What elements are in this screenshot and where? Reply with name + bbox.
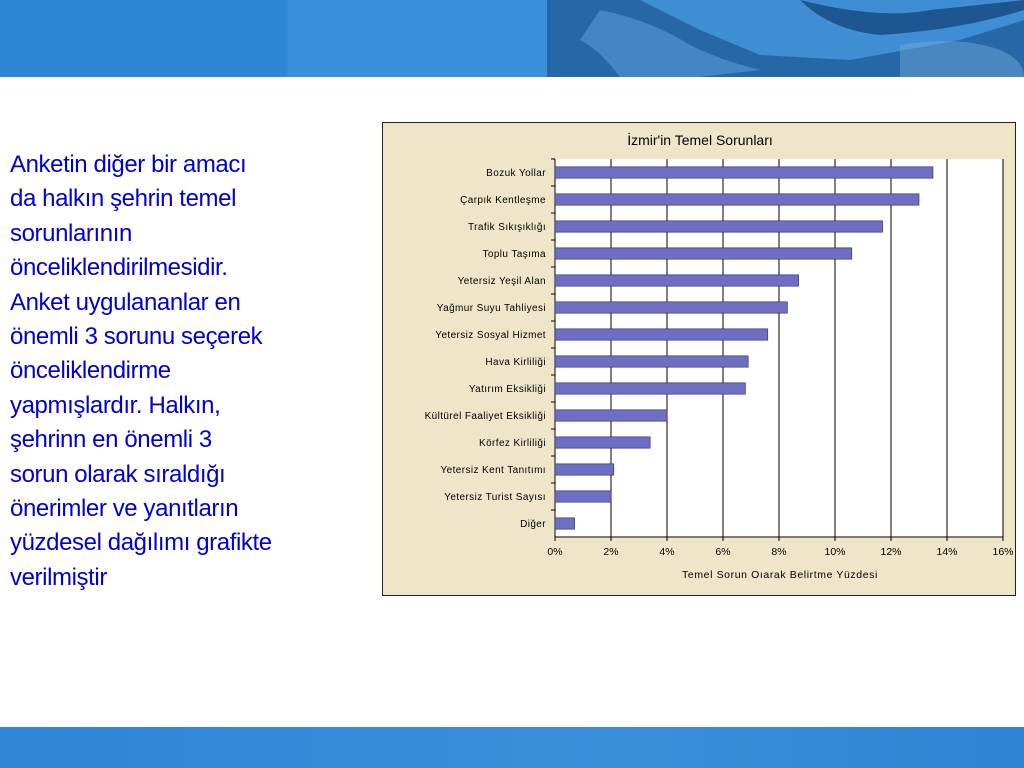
category-label: Yatırım Eksikliği	[468, 384, 546, 396]
x-tick-label: 2%	[603, 546, 619, 558]
bar	[555, 248, 852, 259]
bar	[555, 518, 575, 529]
bar	[555, 437, 650, 448]
bar	[555, 329, 768, 340]
category-label: Kültürel Faaliyet Eksikliği	[424, 411, 546, 423]
category-label: Yetersiz Yeşil Alan	[457, 276, 546, 288]
category-label: Diğer	[520, 519, 546, 531]
banner-map-image	[0, 0, 1024, 77]
bar	[555, 275, 799, 286]
category-label: Körfez Kirliliği	[479, 438, 546, 450]
bar	[555, 491, 611, 502]
x-tick-label: 10%	[824, 546, 846, 558]
x-tick-label: 6%	[715, 546, 731, 558]
category-label: Bozuk Yollar	[486, 168, 546, 180]
category-label: Yetersiz Kent Tanıtımı	[440, 465, 546, 477]
category-label: Toplu Taşıma	[482, 249, 546, 261]
bar	[555, 383, 745, 394]
x-tick-label: 14%	[936, 546, 958, 558]
plot-area	[425, 159, 1014, 558]
category-label: Hava Kirliliği	[485, 357, 546, 369]
x-tick-label: 4%	[659, 546, 675, 558]
bar	[555, 194, 919, 205]
bar	[555, 221, 883, 232]
bottom-banner	[0, 727, 1024, 768]
bar	[555, 302, 787, 313]
category-label: Yağmur Suyu Tahliyesi	[436, 303, 546, 315]
bar-chart	[383, 123, 1017, 597]
bar	[555, 410, 667, 421]
category-label: Çarpık Kentleşme	[460, 195, 546, 207]
x-tick-label: 0%	[547, 546, 563, 558]
bar	[555, 167, 933, 178]
bar	[555, 464, 614, 475]
chart-frame	[382, 122, 1016, 596]
x-tick-label: 12%	[880, 546, 902, 558]
bar	[555, 356, 748, 367]
chart-title: İzmir'in Temel Sorunları	[627, 132, 773, 148]
x-axis-label: Temel Sorun Oıarak Belirtme Yüzdesi	[682, 569, 878, 581]
category-label: Trafik Sıkışıklığı	[468, 222, 546, 234]
category-label: Yetersiz Turist Sayısı	[444, 492, 546, 504]
top-banner	[0, 0, 1024, 77]
x-tick-label: 16%	[992, 546, 1014, 558]
category-label: Yetersiz Sosyal Hizmet	[435, 330, 546, 342]
body-text: Anketin diğer bir amacı da halkın şehrin temel sorunlarının önceliklendirilmesidir. Anket uygulananlar en önemli 3 sorunu seçerek önceliklendirme yapmışlardır. Halkın, şehrinn en önemli 3 sorun olarak sıraldığı önerimler ve yanıtların yüzdesel dağılımı grafikte verilmiştir	[10, 151, 272, 591]
x-tick-label: 8%	[771, 546, 787, 558]
